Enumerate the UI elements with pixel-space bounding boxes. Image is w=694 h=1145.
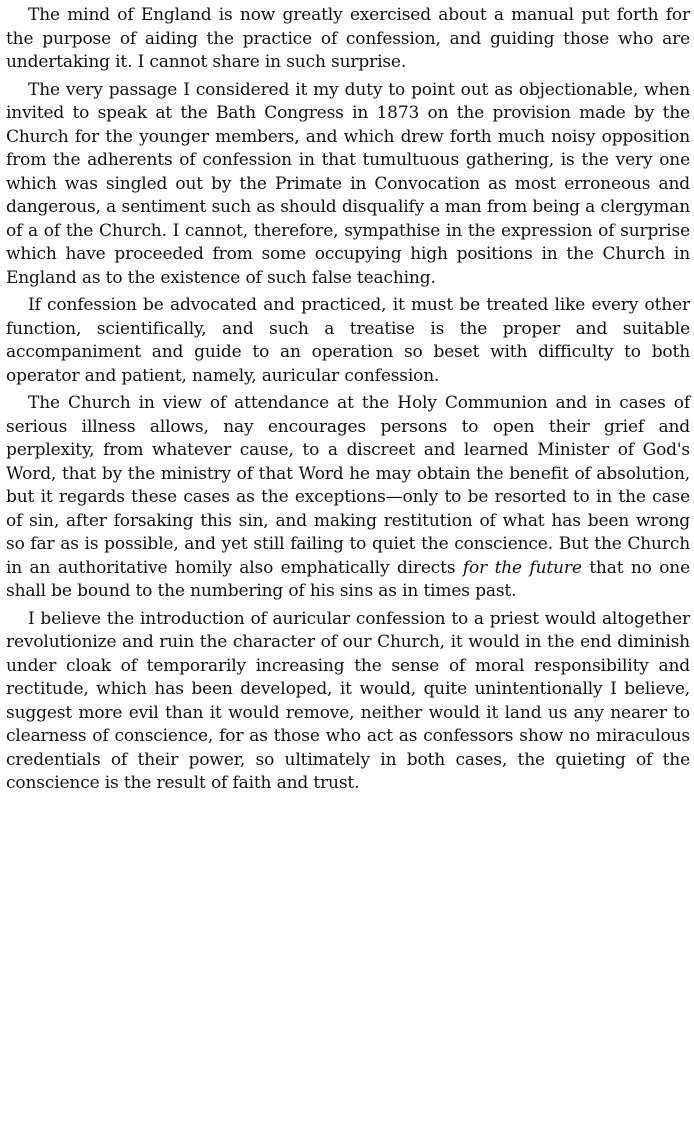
paragraph-1 (6, 4, 690, 75)
paragraph-2-text: The very passage I considered it my duty to point out as objectionable, when invited to speak at the Bath Congress in 1873 on the provision made by the Church for the younger members, and which drew forth much noisy opposition from the adherents of confession in that tumultuous gathering, is the very one which was singled out by the Primate in Convocation as most erroneous and dangerous, a sentiment such as should disqualify a man from being a clergyman of a of the Church. I cannot, therefore, sympathise in the expression of surprise which have proceeded from some occupying high positions in the Church in England as to the existence of such false teaching. (6, 79, 690, 288)
paragraph-5 (6, 608, 690, 796)
paragraph-4-text-after: that no one shall be bound to the numbering of his sins as in times past. (6, 557, 690, 601)
paragraph-1-text: The mind of England is now greatly exercised about a manual put forth for the purpose of aiding the practice of confession, and guiding those who are undertaking it. I cannot share in such surprise. (6, 5, 690, 72)
paragraph-3 (6, 294, 690, 388)
paragraph-3-text: If confession be advocated and practiced, it must be treated like every other function, scientifically, and such a treatise is the proper and suitable accompaniment and guide to an operation so beset with difficulty to both operator and patient, namely, auricular confession. (6, 295, 690, 386)
paragraph-4 (6, 392, 690, 604)
paragraph-4-text-before: The Church in view of attendance at the Holy Communion and in cases of serious illness allows, nay encourages persons to open their grief and perplexity, from whatever cause, to a discreet and learned Minister of God's Word, that by the ministry of that Word he may obtain the benefit of absolution, but it regards these cases as the exceptions—only to be resorted to in the case of sin, after forsaking this sin, and making restitution of what has been wrong so far as is possible, and yet still failing to quiet the conscience. But the Church in an authoritative homily also emphatically directs (6, 393, 690, 578)
paragraph-4-emphasis: for the future (462, 557, 582, 578)
paragraph-2 (6, 79, 690, 291)
paragraph-5-text: I believe the introduction of auricular confession to a priest would altogether revolutionize and ruin the character of our Church, it would in the end diminish under cloak of temporarily increasing the sense of moral responsibility and rectitude, which has been developed, it would, quite unintentionally I believe, suggest more evil than it would remove, neither would it land us any nearer to clearness of conscience, for as those who act as confessors show no miraculous credentials of their power, so ultimately in both cases, the quieting of the conscience is the result of faith and trust. (6, 608, 690, 793)
